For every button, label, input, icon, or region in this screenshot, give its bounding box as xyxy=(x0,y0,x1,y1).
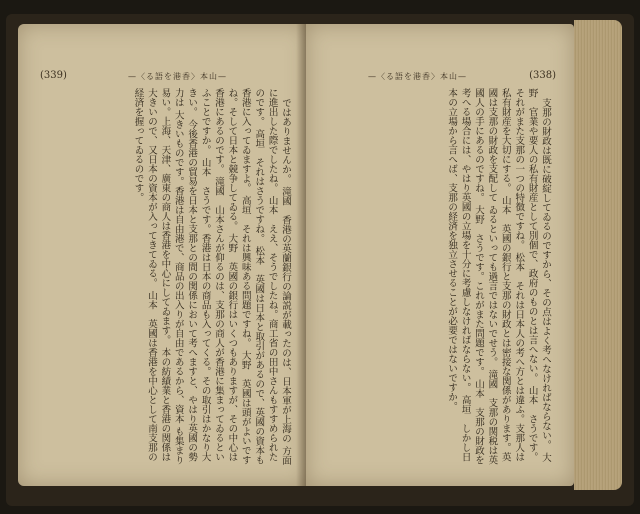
right-page-text xyxy=(316,88,552,468)
left-page xyxy=(18,24,308,486)
right-page xyxy=(306,24,574,486)
left-page-number: (339) xyxy=(40,70,67,81)
left-running-header: —〈る語を港香〉本山— xyxy=(128,72,227,81)
left-page-paragraph: ではありませんか。 滝國 香港の英蘭銀行の論説が載ったのは、日本軍が上海の 方面に進出した際でしたね。 山本 ええ、そうでしたね。商工省の田中さんもすすめられたのです。 高垣 それはさうですね。 松本 英國は日本と取引があるので、英國の資本も香港に入ってゐますよ。 高垣 それは興味ある問題ですね。 大野 英國は頭がよいですね。そして日本と競争してゐる。 大野 英國の銀行はいくつもありますが、その中心は香港にあるのです。 滝國 山本さんが仰るのは、支那の商人が香港に集まってゐるといふことですか。 山本 さうです。香港は日本の商品も入ってくる。その取引はかなり大きい。 今後香港の貿易を日本と支那との間の関係において考へますと、やはり英國の勢力は 大きいものです。香港は自由港で、商品の出入りが自由であるから、資本 も集まり易い。上海、天津、廣東の商人は香港を中心にしてゐます。 本の紡績業と香港の関係は大きいので、又日本の資本が入ってきてゐる。 山本 英國は香港を中心として南支那の経済を握ってゐるのです。 xyxy=(132,88,291,465)
right-running-header: —〈る語を港香〉本山— xyxy=(368,72,467,81)
page-edges xyxy=(574,20,622,490)
right-page-number: (338) xyxy=(529,70,556,81)
left-page-text xyxy=(38,88,292,468)
right-page-paragraph: 支那の財政は既に破綻してゐるのですから、その点はよく考へなければならない。 大野 官業や要人の私有財産として別個で、政府のものとは言へない。 山本 さうです。それがまた支那の一つの特徴ですね。 松本 それは日本人の考へ方とは違ふ。支那人は私有財産を大切にする。 山本 英國の銀行と支那の財政とは密接な関係があります。英國は支那の財政を支配して ゐるといっても過言ではないでせう。 滝國 支那の関税は英國人の手にあるのですね。 大野 さうです。これがまた問題です。 山本 支那の財政を考へる場合には、やはり英國の立場を十分に考慮しなければならない。 高垣 しかし日本の立場から言へば、支那の経済を独立させることが必要ではないですか。 xyxy=(446,88,551,465)
